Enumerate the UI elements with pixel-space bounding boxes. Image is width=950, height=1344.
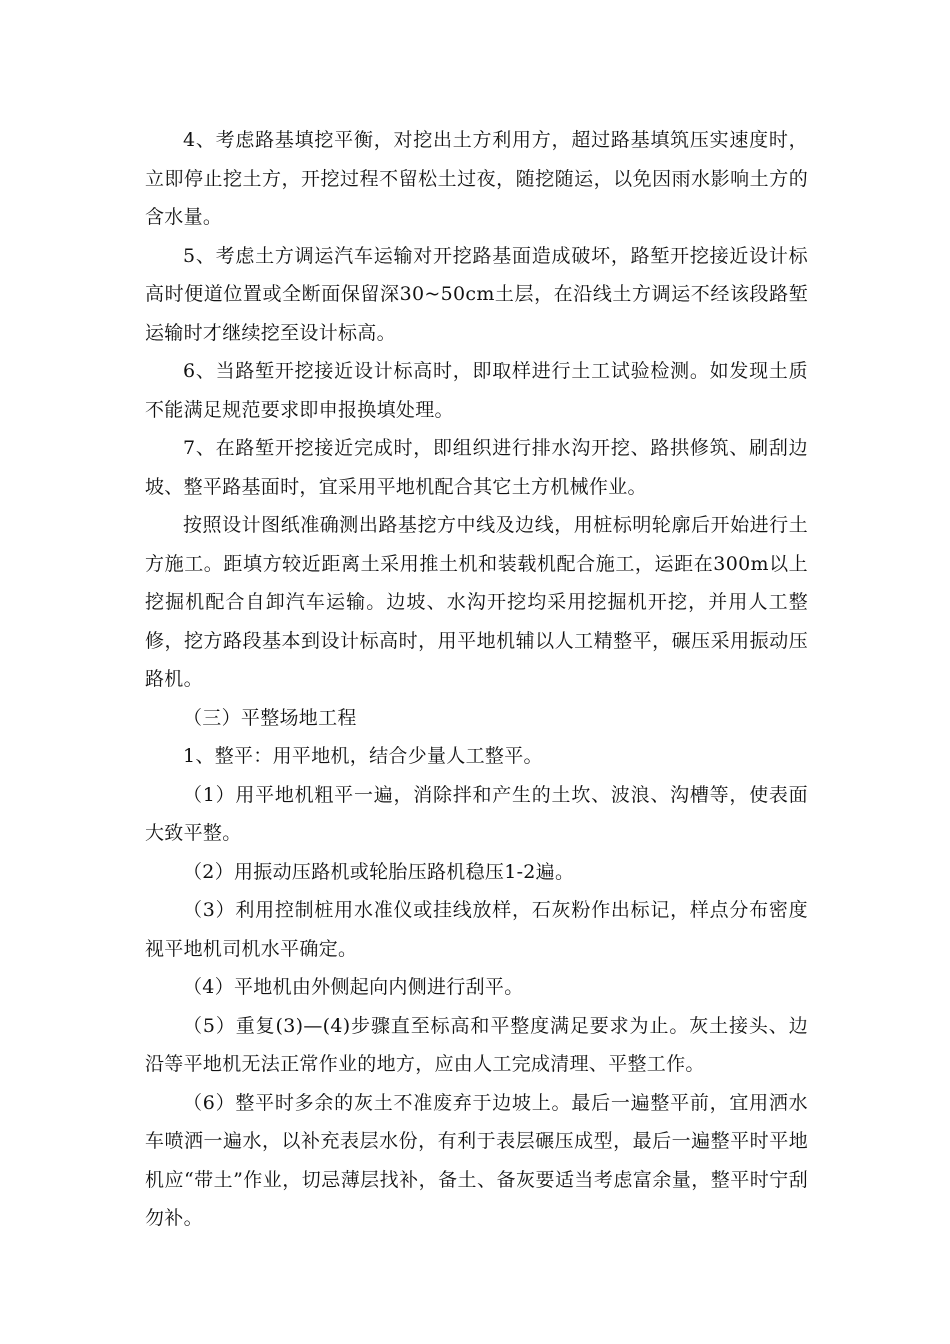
paragraph-leveling-item-5: （5）重复(3)—(4)步骤直至标高和平整度满足要求为止。灰土接头、边沿等平地机无法正常作业的地方，应由人工完成清理、平整工作。 [145, 1014, 808, 1075]
paragraph-leveling-item-6: （6）整平时多余的灰土不准废弃于边坡上。最后一遍整平前，宜用洒水车喷洒一遍水，以补充表层水份，有利于表层碾压成型，最后一遍整平时平地机应“带土”作业，切忌薄层找补，备土、备灰要适当考虑富余量，整平时宁刮勿补。 [145, 1091, 808, 1229]
paragraph-step-5: 5、考虑土方调运汽车运输对开挖路基面造成破坏，路堑开挖接近设计标高时便道位置或全断面保留深30~50cm土层，在沿线土方调运不经该段路堑运输时才继续挖至设计标高。 [145, 244, 808, 344]
paragraph-step-4: 4、考虑路基填挖平衡，对挖出土方利用方，超过路基填筑压实速度时，立即停止挖土方，开挖过程不留松土过夜，随挖随运，以免因雨水影响土方的含水量。 [145, 129, 808, 228]
paragraph-construction-method: 按照设计图纸准确测出路基挖方中线及边线，用桩标明轮廓后开始进行土方施工。距填方较近距离土采用推土机和装载机配合施工，运距在300m以上挖掘机配合自卸汽车运输。边坡、水沟开挖均采用挖掘机开挖，并用人工整修，挖方路段基本到设计标高时，用平地机辅以人工精整平，碾压采用振动压路机。 [145, 514, 808, 690]
paragraph-leveling-item-3: （3）利用控制桩用水准仪或挂线放样，石灰粉作出标记，样点分布密度视平地机司机水平确定。 [145, 899, 808, 960]
paragraph-leveling-item-1: （1）用平地机粗平一遍，消除拌和产生的土坎、波浪、沟槽等，使表面大致平整。 [145, 783, 808, 844]
paragraph-step-7: 7、在路堑开挖接近完成时，即组织进行排水沟开挖、路拱修筑、刷刮边坡、整平路基面时，宜采用平地机配合其它土方机械作业。 [145, 437, 808, 498]
paragraph-leveling-item-2: （2）用振动压路机或轮胎压路机稳压1-2遍。 [183, 860, 575, 883]
section-heading-site-leveling: （三）平整场地工程 [183, 706, 357, 729]
document-body [145, 121, 808, 1238]
paragraph-leveling-intro: 1、整平：用平地机，结合少量人工整平。 [183, 745, 543, 767]
paragraph-leveling-item-4: （4）平地机由外侧起向内侧进行刮平。 [183, 976, 524, 998]
paragraph-step-6: 6、当路堑开挖接近设计标高时，即取样进行土工试验检测。如发现土质不能满足规范要求即申报换填处理。 [145, 360, 808, 421]
